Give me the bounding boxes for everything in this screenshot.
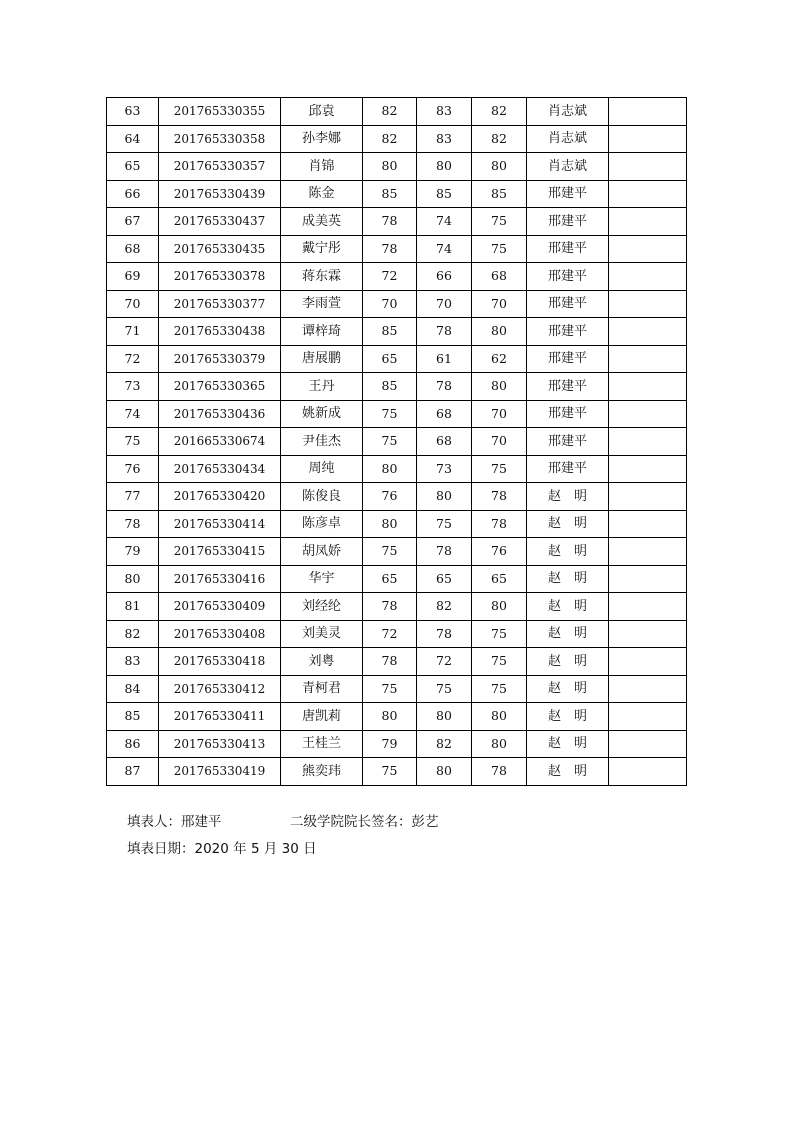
remark xyxy=(609,538,687,566)
score-1: 70 xyxy=(363,290,417,318)
score-final: 68 xyxy=(472,263,527,291)
table-row xyxy=(107,153,687,181)
student-id: 201765330412 xyxy=(159,675,281,703)
student-name: 唐展鹏 xyxy=(281,345,363,373)
score-2: 78 xyxy=(417,373,472,401)
student-id: 201765330419 xyxy=(159,758,281,786)
score-1: 80 xyxy=(363,153,417,181)
score-final: 80 xyxy=(472,153,527,181)
table-row xyxy=(107,345,687,373)
remark xyxy=(609,345,687,373)
table-row xyxy=(107,455,687,483)
table-row xyxy=(107,593,687,621)
advisor-name: 邢建平 xyxy=(527,345,609,373)
score-2: 80 xyxy=(417,153,472,181)
score-1: 85 xyxy=(363,373,417,401)
score-2: 70 xyxy=(417,290,472,318)
advisor-name: 赵 明 xyxy=(527,648,609,676)
score-2: 78 xyxy=(417,538,472,566)
remark xyxy=(609,703,687,731)
score-final: 65 xyxy=(472,565,527,593)
row-number: 70 xyxy=(107,290,159,318)
table-row xyxy=(107,208,687,236)
row-number: 67 xyxy=(107,208,159,236)
student-id: 201765330438 xyxy=(159,318,281,346)
remark xyxy=(609,483,687,511)
score-1: 80 xyxy=(363,510,417,538)
remark xyxy=(609,620,687,648)
score-final: 75 xyxy=(472,675,527,703)
advisor-name: 赵 明 xyxy=(527,675,609,703)
score-final: 70 xyxy=(472,400,527,428)
score-final: 78 xyxy=(472,510,527,538)
score-1: 65 xyxy=(363,565,417,593)
row-number: 77 xyxy=(107,483,159,511)
score-2: 73 xyxy=(417,455,472,483)
table-row xyxy=(107,675,687,703)
score-2: 82 xyxy=(417,730,472,758)
row-number: 72 xyxy=(107,345,159,373)
row-number: 76 xyxy=(107,455,159,483)
row-number: 74 xyxy=(107,400,159,428)
score-1: 80 xyxy=(363,455,417,483)
score-final: 75 xyxy=(472,648,527,676)
form-filler: 填表人：邢建平 xyxy=(127,814,222,830)
student-name: 熊奕玮 xyxy=(281,758,363,786)
score-2: 78 xyxy=(417,318,472,346)
score-2: 85 xyxy=(417,180,472,208)
row-number: 65 xyxy=(107,153,159,181)
table-row xyxy=(107,400,687,428)
row-number: 83 xyxy=(107,648,159,676)
score-1: 76 xyxy=(363,483,417,511)
score-1: 78 xyxy=(363,208,417,236)
score-table xyxy=(106,97,687,786)
student-name: 邱袁 xyxy=(281,98,363,126)
student-id: 201765330437 xyxy=(159,208,281,236)
advisor-name: 赵 明 xyxy=(527,538,609,566)
table-row xyxy=(107,703,687,731)
table-row xyxy=(107,263,687,291)
score-2: 80 xyxy=(417,758,472,786)
student-id: 201765330358 xyxy=(159,125,281,153)
row-number: 79 xyxy=(107,538,159,566)
table-body xyxy=(107,98,687,786)
table-row xyxy=(107,428,687,456)
score-2: 80 xyxy=(417,483,472,511)
student-id: 201765330435 xyxy=(159,235,281,263)
remark xyxy=(609,400,687,428)
score-2: 83 xyxy=(417,98,472,126)
remark xyxy=(609,455,687,483)
student-name: 王桂兰 xyxy=(281,730,363,758)
score-2: 80 xyxy=(417,703,472,731)
score-2: 61 xyxy=(417,345,472,373)
row-number: 80 xyxy=(107,565,159,593)
remark xyxy=(609,125,687,153)
row-number: 73 xyxy=(107,373,159,401)
remark xyxy=(609,180,687,208)
student-id: 201765330355 xyxy=(159,98,281,126)
remark xyxy=(609,290,687,318)
advisor-name: 赵 明 xyxy=(527,620,609,648)
row-number: 71 xyxy=(107,318,159,346)
score-2: 83 xyxy=(417,125,472,153)
advisor-name: 邢建平 xyxy=(527,235,609,263)
student-name: 刘经纶 xyxy=(281,593,363,621)
student-id: 201765330379 xyxy=(159,345,281,373)
student-id: 201765330357 xyxy=(159,153,281,181)
student-id: 201765330408 xyxy=(159,620,281,648)
advisor-name: 邢建平 xyxy=(527,290,609,318)
table-row xyxy=(107,125,687,153)
remark xyxy=(609,208,687,236)
remark xyxy=(609,758,687,786)
score-final: 85 xyxy=(472,180,527,208)
score-2: 68 xyxy=(417,428,472,456)
score-final: 75 xyxy=(472,620,527,648)
row-number: 78 xyxy=(107,510,159,538)
row-number: 81 xyxy=(107,593,159,621)
student-name: 蒋东霖 xyxy=(281,263,363,291)
table-row xyxy=(107,483,687,511)
advisor-name: 邢建平 xyxy=(527,400,609,428)
student-name: 华宇 xyxy=(281,565,363,593)
student-id: 201765330365 xyxy=(159,373,281,401)
score-final: 78 xyxy=(472,758,527,786)
score-final: 80 xyxy=(472,703,527,731)
student-name: 陈俊良 xyxy=(281,483,363,511)
table-row xyxy=(107,290,687,318)
student-name: 谭梓琦 xyxy=(281,318,363,346)
advisor-name: 邢建平 xyxy=(527,263,609,291)
score-1: 75 xyxy=(363,428,417,456)
student-id: 201765330409 xyxy=(159,593,281,621)
advisor-name: 赵 明 xyxy=(527,703,609,731)
row-number: 69 xyxy=(107,263,159,291)
score-1: 78 xyxy=(363,235,417,263)
remark xyxy=(609,675,687,703)
table-row xyxy=(107,98,687,126)
advisor-name: 赵 明 xyxy=(527,510,609,538)
score-1: 85 xyxy=(363,180,417,208)
table-row xyxy=(107,758,687,786)
student-name: 戴宁彤 xyxy=(281,235,363,263)
row-number: 63 xyxy=(107,98,159,126)
advisor-name: 邢建平 xyxy=(527,208,609,236)
score-2: 78 xyxy=(417,620,472,648)
student-name: 孙李娜 xyxy=(281,125,363,153)
student-id: 201765330434 xyxy=(159,455,281,483)
score-final: 82 xyxy=(472,98,527,126)
score-2: 74 xyxy=(417,235,472,263)
student-id: 201765330416 xyxy=(159,565,281,593)
student-name: 刘美灵 xyxy=(281,620,363,648)
fill-date: 填表日期：2020 年 5 月 30 日 xyxy=(127,841,317,857)
score-2: 75 xyxy=(417,510,472,538)
student-name: 周纯 xyxy=(281,455,363,483)
table-row xyxy=(107,373,687,401)
score-2: 74 xyxy=(417,208,472,236)
row-number: 75 xyxy=(107,428,159,456)
score-final: 80 xyxy=(472,730,527,758)
score-1: 85 xyxy=(363,318,417,346)
score-2: 65 xyxy=(417,565,472,593)
advisor-name: 肖志斌 xyxy=(527,153,609,181)
remark xyxy=(609,510,687,538)
score-1: 80 xyxy=(363,703,417,731)
row-number: 64 xyxy=(107,125,159,153)
score-1: 82 xyxy=(363,98,417,126)
remark xyxy=(609,730,687,758)
student-id: 201765330418 xyxy=(159,648,281,676)
student-name: 肖锦 xyxy=(281,153,363,181)
table-row xyxy=(107,538,687,566)
score-2: 66 xyxy=(417,263,472,291)
advisor-name: 赵 明 xyxy=(527,565,609,593)
score-2: 75 xyxy=(417,675,472,703)
remark xyxy=(609,428,687,456)
score-2: 82 xyxy=(417,593,472,621)
score-final: 75 xyxy=(472,208,527,236)
score-final: 75 xyxy=(472,455,527,483)
score-1: 72 xyxy=(363,620,417,648)
remark xyxy=(609,263,687,291)
table-row xyxy=(107,565,687,593)
advisor-name: 肖志斌 xyxy=(527,98,609,126)
student-name: 陈彦卓 xyxy=(281,510,363,538)
remark xyxy=(609,373,687,401)
row-number: 87 xyxy=(107,758,159,786)
remark xyxy=(609,153,687,181)
student-id: 201765330414 xyxy=(159,510,281,538)
advisor-name: 邢建平 xyxy=(527,373,609,401)
student-id: 201765330436 xyxy=(159,400,281,428)
advisor-name: 赵 明 xyxy=(527,483,609,511)
score-final: 82 xyxy=(472,125,527,153)
score-1: 65 xyxy=(363,345,417,373)
student-id: 201765330415 xyxy=(159,538,281,566)
table-row xyxy=(107,510,687,538)
table-row xyxy=(107,235,687,263)
student-name: 李雨萱 xyxy=(281,290,363,318)
score-1: 79 xyxy=(363,730,417,758)
row-number: 68 xyxy=(107,235,159,263)
student-id: 201765330420 xyxy=(159,483,281,511)
score-final: 70 xyxy=(472,290,527,318)
score-final: 78 xyxy=(472,483,527,511)
score-final: 80 xyxy=(472,318,527,346)
student-id: 201765330413 xyxy=(159,730,281,758)
score-final: 76 xyxy=(472,538,527,566)
dean-signature: 二级学院院长签名：彭艺 xyxy=(290,814,439,830)
score-final: 70 xyxy=(472,428,527,456)
table-row xyxy=(107,730,687,758)
score-2: 68 xyxy=(417,400,472,428)
student-id: 201765330378 xyxy=(159,263,281,291)
student-name: 姚新成 xyxy=(281,400,363,428)
advisor-name: 赵 明 xyxy=(527,758,609,786)
table-row xyxy=(107,318,687,346)
row-number: 66 xyxy=(107,180,159,208)
student-id: 201765330439 xyxy=(159,180,281,208)
table-row xyxy=(107,620,687,648)
score-2: 72 xyxy=(417,648,472,676)
remark xyxy=(609,565,687,593)
score-final: 80 xyxy=(472,373,527,401)
score-1: 75 xyxy=(363,675,417,703)
remark xyxy=(609,98,687,126)
student-name: 唐凯莉 xyxy=(281,703,363,731)
row-number: 84 xyxy=(107,675,159,703)
score-1: 78 xyxy=(363,593,417,621)
student-name: 刘粤 xyxy=(281,648,363,676)
score-1: 75 xyxy=(363,758,417,786)
table-row xyxy=(107,180,687,208)
score-final: 75 xyxy=(472,235,527,263)
row-number: 86 xyxy=(107,730,159,758)
student-name: 尹佳杰 xyxy=(281,428,363,456)
advisor-name: 邢建平 xyxy=(527,428,609,456)
student-name: 陈金 xyxy=(281,180,363,208)
student-name: 青柯君 xyxy=(281,675,363,703)
score-1: 72 xyxy=(363,263,417,291)
score-final: 80 xyxy=(472,593,527,621)
student-name: 王丹 xyxy=(281,373,363,401)
score-final: 62 xyxy=(472,345,527,373)
score-1: 78 xyxy=(363,648,417,676)
student-id: 201665330674 xyxy=(159,428,281,456)
row-number: 82 xyxy=(107,620,159,648)
student-id: 201765330377 xyxy=(159,290,281,318)
student-name: 胡凤娇 xyxy=(281,538,363,566)
advisor-name: 邢建平 xyxy=(527,180,609,208)
advisor-name: 肖志斌 xyxy=(527,125,609,153)
advisor-name: 邢建平 xyxy=(527,318,609,346)
advisor-name: 赵 明 xyxy=(527,593,609,621)
table-row xyxy=(107,648,687,676)
score-1: 75 xyxy=(363,538,417,566)
advisor-name: 邢建平 xyxy=(527,455,609,483)
row-number: 85 xyxy=(107,703,159,731)
student-id: 201765330411 xyxy=(159,703,281,731)
student-name: 成美英 xyxy=(281,208,363,236)
score-1: 75 xyxy=(363,400,417,428)
remark xyxy=(609,318,687,346)
advisor-name: 赵 明 xyxy=(527,730,609,758)
score-1: 82 xyxy=(363,125,417,153)
remark xyxy=(609,235,687,263)
remark xyxy=(609,648,687,676)
remark xyxy=(609,593,687,621)
